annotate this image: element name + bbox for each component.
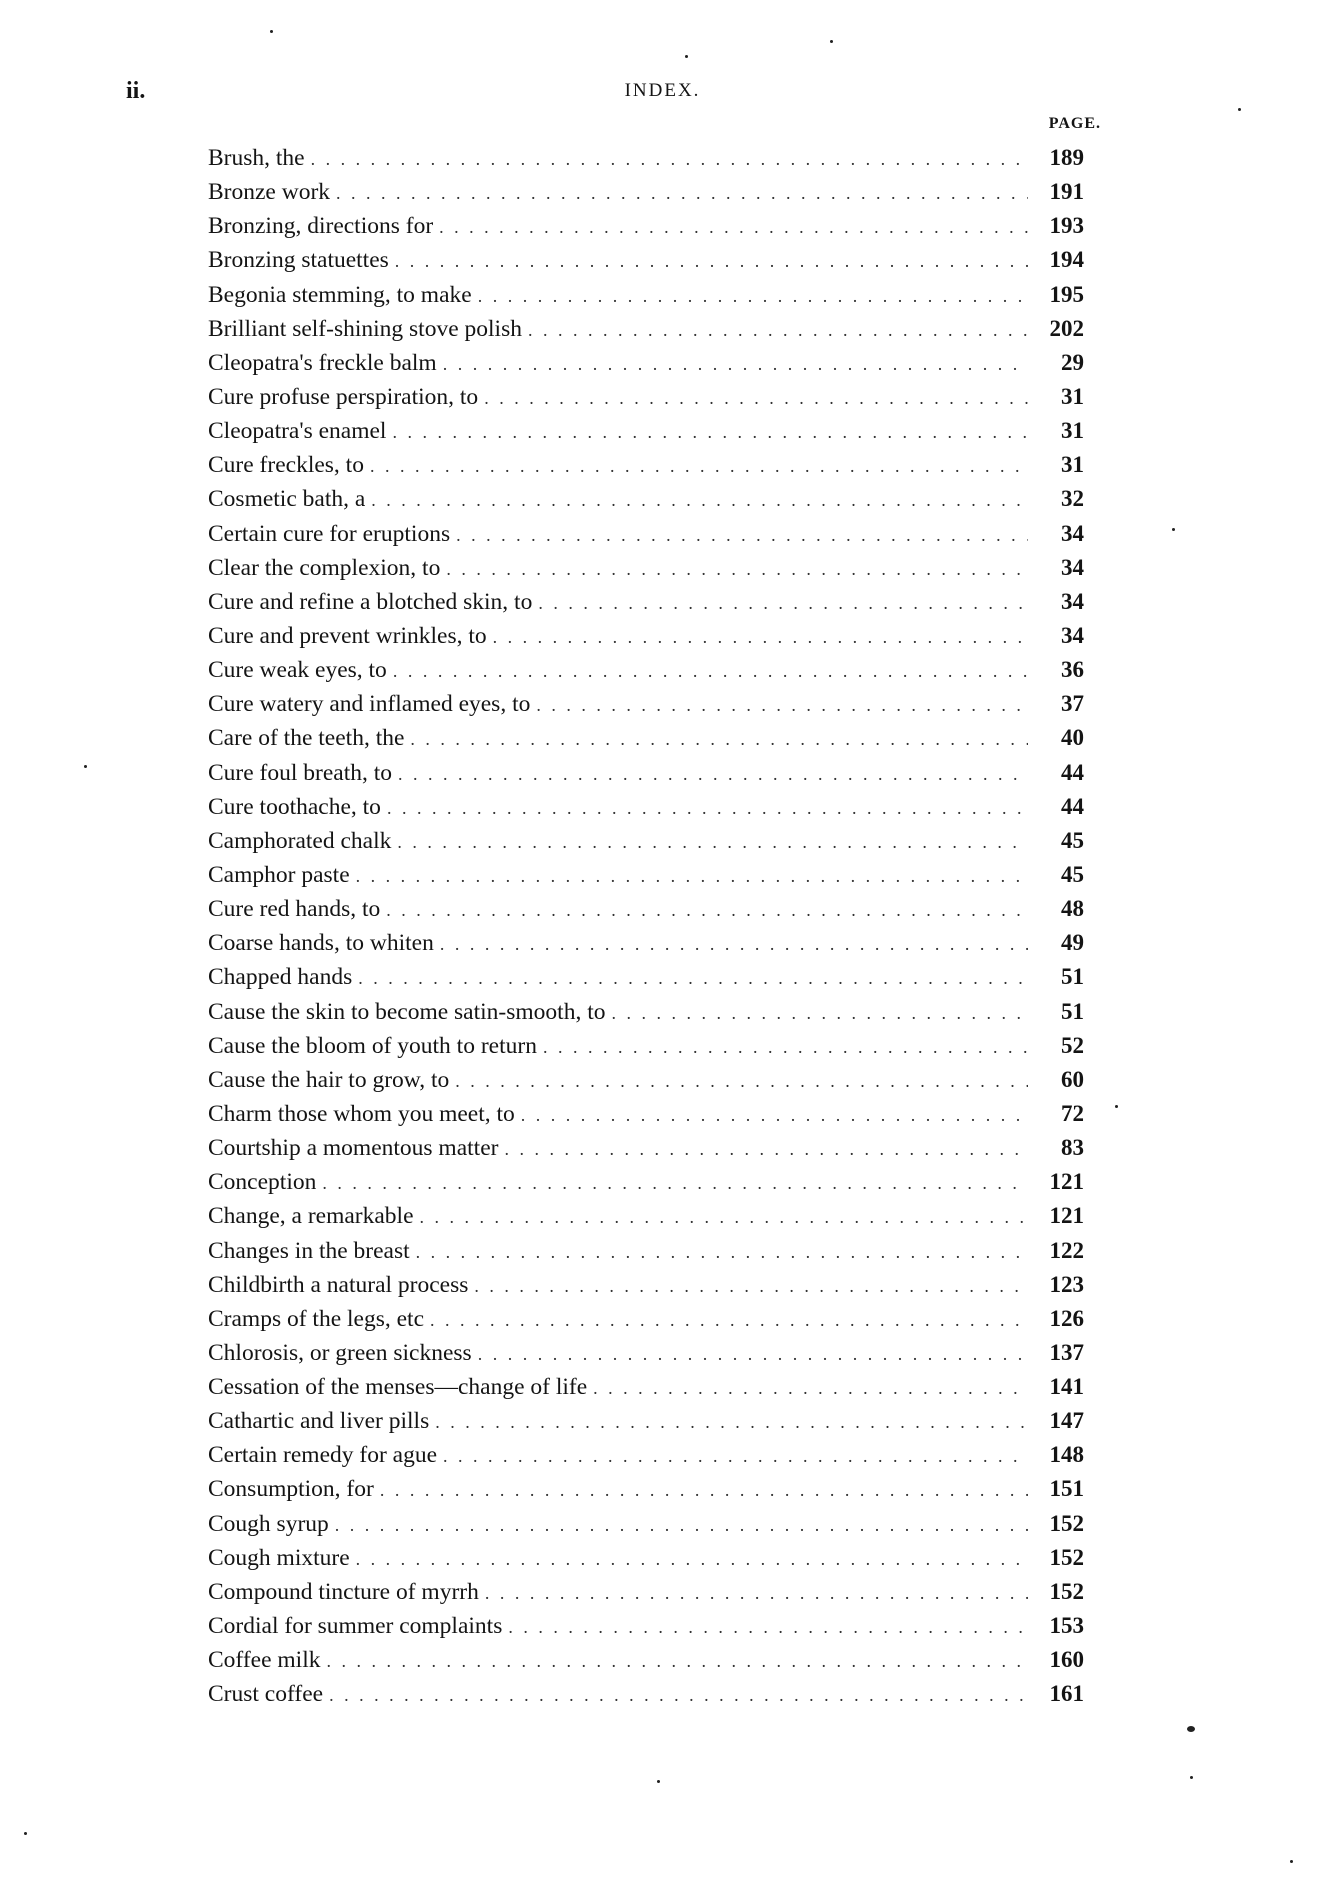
index-entry-term: Cure and refine a blotched skin, to [208, 588, 533, 615]
index-entry-page: 202 [1049, 315, 1084, 341]
index-entry-page: 121 [1049, 1169, 1084, 1195]
index-entry-term: Cure profuse perspiration, to [208, 383, 479, 410]
dot-leader [440, 927, 1028, 961]
index-entry [208, 448, 1084, 482]
index-entry [208, 414, 1084, 448]
index-entry-term: Cure foul breath, to [208, 759, 393, 786]
index-entry-term: Cramps of the legs, etc [208, 1305, 425, 1332]
index-entry-term: Camphor paste [208, 861, 350, 888]
index-entry [208, 1438, 1084, 1472]
index-entry [208, 141, 1084, 175]
index-entry-page: 52 [1061, 1032, 1084, 1058]
index-entry-term: Brilliant self-shining stove polish [208, 315, 522, 342]
dot-leader [493, 620, 1028, 654]
index-entry-term: Clear the complexion, to [208, 554, 441, 581]
index-entry [208, 482, 1084, 516]
index-entry-page: 60 [1061, 1066, 1084, 1092]
dot-leader [478, 279, 1028, 313]
index-entry-page: 141 [1049, 1374, 1084, 1400]
index-entry-term: Cosmetic bath, a [208, 486, 366, 513]
dot-leader [356, 859, 1028, 893]
index-entry-page: 193 [1049, 213, 1084, 239]
index-entry-page: 189 [1049, 145, 1084, 170]
index-entry-term: Camphorated chalk [208, 827, 392, 854]
dot-leader [536, 688, 1028, 722]
index-entry [208, 1234, 1084, 1268]
index-entry-page: 123 [1049, 1271, 1084, 1297]
index-entry [208, 653, 1084, 687]
index-entry-page: 31 [1061, 452, 1084, 478]
index-entry [208, 175, 1084, 209]
index-entry [208, 209, 1084, 243]
index-entry-term: Cause the skin to become satin-smooth, to [208, 998, 606, 1025]
index-entry [208, 1063, 1084, 1097]
page-folio: ii. [126, 78, 146, 104]
dot-leader [329, 1678, 1028, 1712]
dot-leader [484, 381, 1028, 415]
index-entry [208, 1575, 1084, 1609]
index-entry-page: 40 [1061, 725, 1084, 751]
index-entry [208, 278, 1084, 312]
dot-leader [392, 415, 1028, 449]
scan-speck [1190, 1776, 1193, 1779]
index-entry [208, 926, 1084, 960]
index-list [208, 141, 1084, 1711]
index-entry [208, 892, 1084, 926]
index-entry-page: 44 [1061, 793, 1084, 819]
index-entry-term: Cure watery and inflamed eyes, to [208, 691, 531, 718]
index-entry-term: Begonia stemming, to make [208, 281, 472, 308]
index-entry [208, 1165, 1084, 1199]
index-entry-term: Coffee milk [208, 1647, 321, 1674]
dot-leader [543, 1030, 1028, 1064]
index-entry [208, 585, 1084, 619]
page-title: INDEX. [624, 80, 701, 101]
dot-leader [443, 347, 1028, 381]
index-entry-term: Cure freckles, to [208, 452, 364, 479]
index-entry-page: 37 [1061, 691, 1084, 717]
index-entry-page: 147 [1049, 1408, 1084, 1434]
index-entry-term: Cordial for summer complaints [208, 1613, 503, 1640]
index-entry-term: Cathartic and liver pills [208, 1408, 430, 1435]
scan-speck [1238, 108, 1241, 111]
dot-leader [439, 210, 1028, 244]
index-entry-page: 152 [1049, 1544, 1084, 1570]
dot-leader [435, 1405, 1028, 1439]
dot-leader [455, 1064, 1028, 1098]
index-entry [208, 1268, 1084, 1302]
index-entry-term: Certain cure for eruptions [208, 520, 451, 547]
index-entry-term: Cure toothache, to [208, 793, 381, 820]
index-entry-page: 32 [1061, 486, 1084, 512]
index-entry [208, 1029, 1084, 1063]
scan-speck [1115, 1105, 1118, 1108]
index-entry-page: 31 [1061, 383, 1084, 409]
dot-leader [508, 1610, 1028, 1644]
index-entry [208, 721, 1084, 755]
index-entry-page: 34 [1061, 588, 1084, 614]
index-entry-term: Cause the hair to grow, to [208, 1066, 450, 1093]
dot-leader [358, 961, 1028, 995]
index-entry [208, 1677, 1084, 1711]
index-entry [208, 1472, 1084, 1506]
index-entry [208, 619, 1084, 653]
dot-leader [395, 244, 1028, 278]
index-entry [208, 858, 1084, 892]
index-entry [208, 687, 1084, 721]
index-entry-page: 122 [1049, 1237, 1084, 1263]
dot-leader [311, 142, 1028, 176]
scan-speck [1290, 1860, 1293, 1863]
index-entry-term: Cure weak eyes, to [208, 657, 387, 684]
dot-leader [387, 791, 1028, 825]
dot-leader [335, 1508, 1028, 1542]
index-entry [208, 1199, 1084, 1233]
index-entry-page: 48 [1061, 896, 1084, 922]
dot-leader [456, 518, 1028, 552]
index-entry-page: 152 [1049, 1578, 1084, 1604]
index-entry-term: Conception [208, 1169, 317, 1196]
index-entry [208, 551, 1084, 585]
index-entry-term: Consumption, for [208, 1476, 374, 1503]
dot-leader [446, 552, 1028, 586]
dot-leader [504, 1132, 1028, 1166]
index-entry-page: 126 [1049, 1305, 1084, 1331]
index-entry-term: Cleopatra's freckle balm [208, 349, 437, 376]
index-entry-page: 160 [1049, 1647, 1084, 1673]
index-entry-page: 148 [1049, 1442, 1084, 1468]
index-entry-page: 51 [1061, 998, 1084, 1024]
dot-leader [611, 996, 1028, 1030]
scan-speck [685, 55, 688, 58]
index-entry-term: Cough mixture [208, 1544, 350, 1571]
index-entry [208, 824, 1084, 858]
index-entry-page: 83 [1061, 1135, 1084, 1161]
index-entry-term: Cough syrup [208, 1510, 329, 1537]
index-entry [208, 790, 1084, 824]
page-column-label: PAGE. [1048, 115, 1101, 132]
index-entry-term: Care of the teeth, the [208, 725, 405, 752]
index-entry-term: Bronzing, directions for [208, 213, 434, 240]
index-entry-page: 161 [1049, 1681, 1084, 1707]
scan-speck [84, 765, 87, 768]
index-entry-term: Childbirth a natural process [208, 1271, 469, 1298]
index-entry-page: 34 [1061, 622, 1084, 648]
dot-leader [397, 825, 1028, 859]
dot-leader [420, 1200, 1028, 1234]
dot-leader [336, 176, 1028, 210]
index-entry-term: Cure red hands, to [208, 896, 381, 923]
index-entry-page: 31 [1061, 418, 1084, 444]
index-entry-term: Chapped hands [208, 964, 353, 991]
dot-leader [326, 1644, 1028, 1678]
index-entry-page: 49 [1061, 930, 1084, 956]
index-entry-page: 51 [1061, 964, 1084, 990]
index-entry-page: 45 [1061, 861, 1084, 887]
index-entry-page: 137 [1049, 1339, 1084, 1365]
index-entry-term: Bronzing statuettes [208, 247, 389, 274]
index-entry-page: 151 [1049, 1476, 1084, 1502]
scan-speck [830, 40, 833, 43]
index-entry-page: 121 [1049, 1203, 1084, 1229]
scan-speck [24, 1832, 27, 1835]
index-entry [208, 1336, 1084, 1370]
index-entry [208, 1404, 1084, 1438]
dot-leader [393, 654, 1028, 688]
index-entry-term: Changes in the breast [208, 1237, 410, 1264]
index-entry-term: Chlorosis, or green sickness [208, 1339, 472, 1366]
dot-leader [410, 722, 1028, 756]
index-entry-term: Cessation of the menses—change of life [208, 1374, 588, 1401]
index-entry-page: 153 [1049, 1613, 1084, 1639]
dot-leader [521, 1098, 1028, 1132]
index-entry [208, 995, 1084, 1029]
dot-leader [528, 313, 1028, 347]
index-entry [208, 346, 1084, 380]
index-entry [208, 517, 1084, 551]
dot-leader [370, 449, 1028, 483]
dot-leader [443, 1439, 1028, 1473]
scan-speck [270, 30, 273, 33]
dot-leader [478, 1337, 1028, 1371]
index-entry [208, 1370, 1084, 1404]
index-entry-term: Certain remedy for ague [208, 1442, 438, 1469]
scan-speck [1172, 528, 1175, 531]
index-entry-term: Bronze work [208, 179, 331, 206]
dot-leader [430, 1303, 1028, 1337]
index-entry-page: 72 [1061, 1100, 1084, 1126]
index-entry-term: Coarse hands, to whiten [208, 930, 434, 957]
dot-leader [398, 757, 1028, 791]
index-entry [208, 1302, 1084, 1336]
index-entry [208, 960, 1084, 994]
dot-leader [371, 483, 1028, 517]
index-entry-page: 34 [1061, 520, 1084, 546]
index-entry-page: 34 [1061, 554, 1084, 580]
index-entry-term: Cleopatra's enamel [208, 418, 387, 445]
index-entry-term: Crust coffee [208, 1681, 324, 1708]
dot-leader [485, 1576, 1028, 1610]
index-entry-term: Brush, the [208, 145, 305, 171]
index-entry-term: Charm those whom you meet, to [208, 1100, 515, 1127]
index-entry [208, 1609, 1084, 1643]
index-entry-page: 36 [1061, 657, 1084, 683]
index-entry [208, 1131, 1084, 1165]
dot-leader [322, 1166, 1028, 1200]
index-entry [208, 1507, 1084, 1541]
dot-leader [474, 1269, 1028, 1303]
index-entry-page: 194 [1049, 247, 1084, 273]
index-entry-page: 45 [1061, 827, 1084, 853]
scan-speck [1187, 1726, 1195, 1732]
index-entry [208, 380, 1084, 414]
index-entry-term: Cause the bloom of youth to return [208, 1032, 537, 1059]
dot-leader [380, 1473, 1028, 1507]
index-entry [208, 756, 1084, 790]
index-entry-page: 195 [1049, 281, 1084, 307]
index-entry-page: 44 [1061, 759, 1084, 785]
index-entry [208, 1643, 1084, 1677]
index-entry [208, 1541, 1084, 1575]
index-entry-page: 191 [1049, 179, 1084, 205]
dot-leader [416, 1235, 1028, 1269]
index-entry [208, 243, 1084, 277]
index-entry-term: Compound tincture of myrrh [208, 1578, 479, 1605]
index-entry [208, 1097, 1084, 1131]
index-entry-term: Courtship a momentous matter [208, 1135, 499, 1162]
index-entry-page: 152 [1049, 1510, 1084, 1536]
index-entry-page: 29 [1061, 349, 1084, 375]
index-entry [208, 312, 1084, 346]
dot-leader [356, 1542, 1028, 1576]
dot-leader [538, 586, 1028, 620]
index-entry-term: Change, a remarkable [208, 1203, 414, 1230]
dot-leader [386, 893, 1028, 927]
scan-speck [657, 1780, 660, 1783]
index-entry-term: Cure and prevent wrinkles, to [208, 622, 487, 649]
dot-leader [593, 1371, 1028, 1405]
